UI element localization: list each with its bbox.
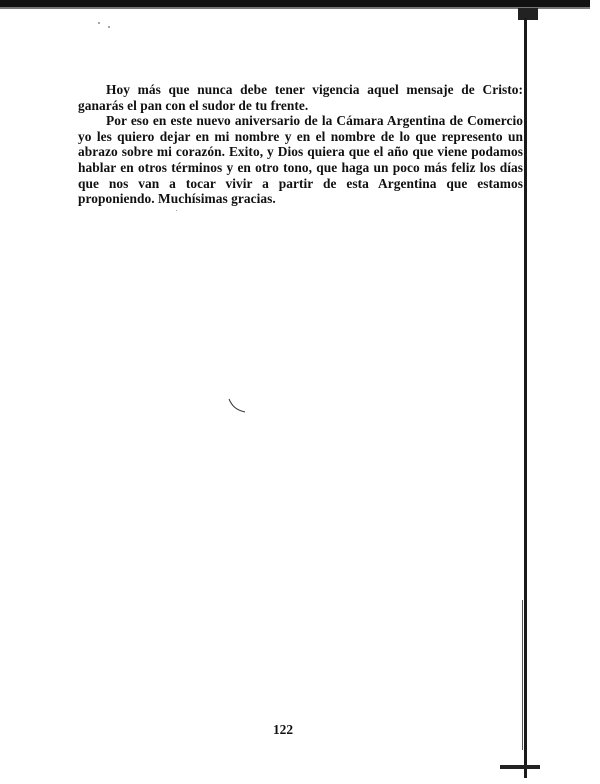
paragraph: Hoy más que nunca debe tener vigencia aquel mensaje de Cristo: ganarás el pan con el sudor de tu frente. [78,82,523,113]
page-number: 122 [272,722,294,737]
scan-speck [176,210,177,211]
pen-stroke-mark [228,398,246,414]
page-top-shadow [0,7,590,9]
scan-speck [108,26,110,28]
page-right-edge [524,18,527,778]
page-corner-shadow [518,8,538,20]
document-body [78,82,523,207]
paragraph: Por eso en este nuevo aniversario de la Cámara Argentina de Comercio yo les quiero dejar en mi nombre y en el nombre de lo que represento un abrazo sobre mi corazón. Exito, y Dios quiera que el año que viene podamos hablar en otros términos y en otro tono, que haga un poco más feliz los días que nos van a tocar vivir a partir de esta Argentina que estamos proponiendo. Muchísimas gracias. [78,113,523,207]
page-bottom-edge-mark [500,765,540,769]
page-top-edge [0,0,590,7]
scan-speck [98,22,100,24]
